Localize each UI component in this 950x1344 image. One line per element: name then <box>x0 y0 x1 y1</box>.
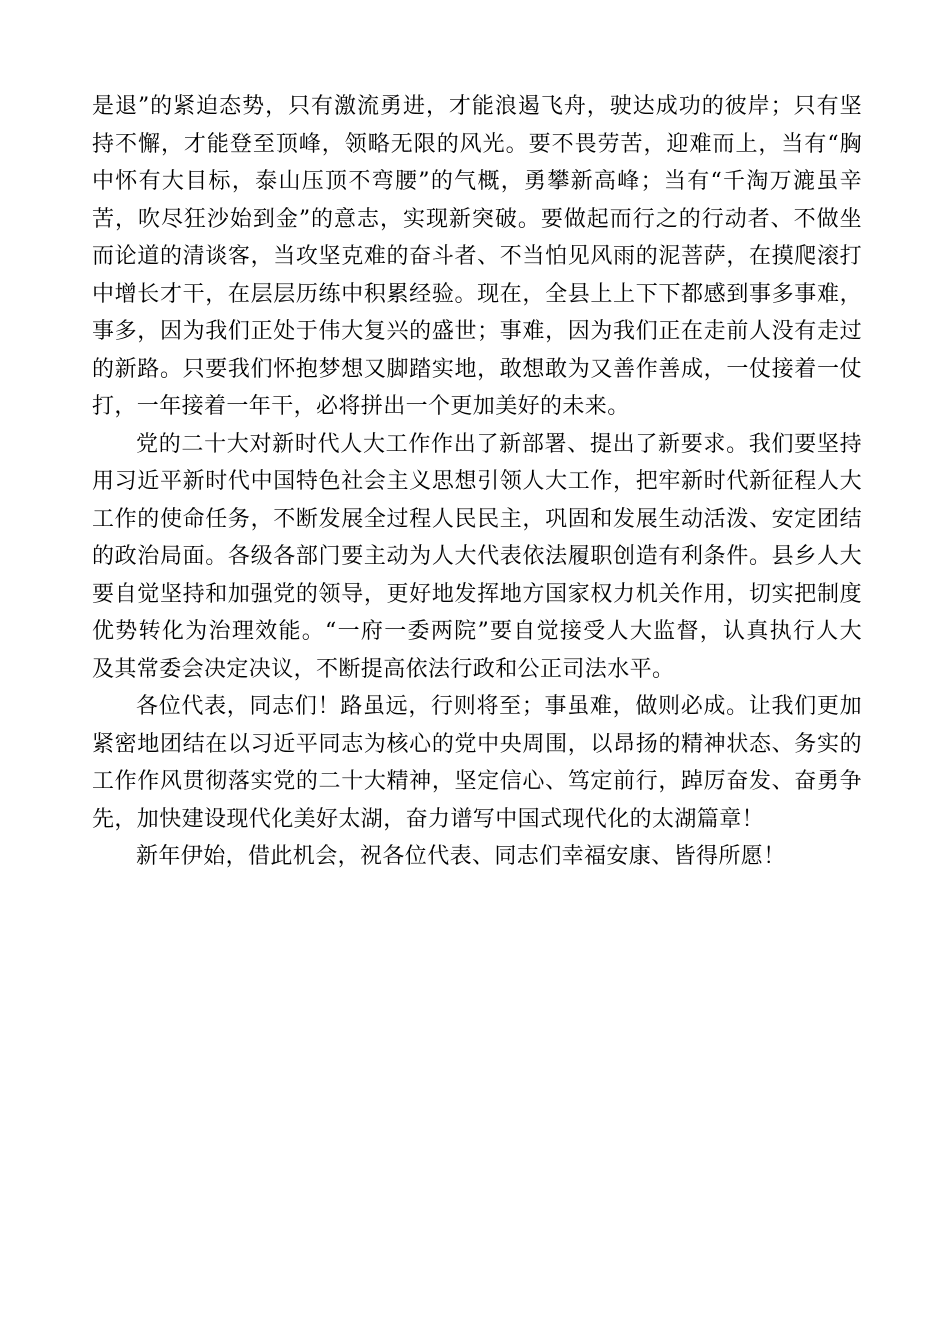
paragraph-2-line-5: 要自觉坚持和加强党的领导，更好地发挥地方国家权力机关作用，切实把制度 <box>92 581 862 607</box>
paragraph-4-line-1: 新年伊始，借此机会，祝各位代表、同志们幸福安康、皆得所愿！ <box>136 844 786 869</box>
paragraph-1-line-1: 是退”的紧迫态势，只有激流勇进，才能浪遏飞舟，驶达成功的彼岸；只有坚 <box>92 94 862 119</box>
paragraph-1-line-4: 苦，吹尽狂沙始到金”的意志，实现新突破。要做起而行之的行动者、不做坐 <box>92 206 862 232</box>
paragraph-2-line-1: 党的二十大对新时代人大工作作出了新部署、提出了新要求。我们要坚持 <box>136 431 862 457</box>
paragraph-3-line-1: 各位代表，同志们！路虽远，行则将至；事虽难，做则必成。让我们更加 <box>136 694 862 719</box>
paragraph-2-line-4: 的政治局面。各级各部门要主动为人大代表依法履职创造有利条件。县乡人大 <box>92 544 862 569</box>
paragraph-3-line-2: 紧密地团结在以习近平同志为核心的党中央周围，以昂扬的精神状态、务实的 <box>92 731 862 757</box>
paragraph-3-line-3: 工作作风贯彻落实党的二十大精神，坚定信心、笃定前行，踔厉奋发、奋勇争 <box>92 769 862 794</box>
paragraph-1-line-7: 事多，因为我们正处于伟大复兴的盛世；事难，因为我们正在走前人没有走过 <box>92 319 862 344</box>
paragraph-1-line-8: 的新路。只要我们怀抱梦想又脚踏实地，敢想敢为又善作善成，一仗接着一仗 <box>92 356 862 382</box>
paragraph-1-line-5: 而论道的清谈客，当攻坚克难的奋斗者、不当怕见风雨的泥菩萨，在摸爬滚打 <box>92 244 862 269</box>
paragraph-1-line-3: 中怀有大目标，泰山压顶不弯腰”的气概，勇攀新高峰；当有“千淘万漉虽辛 <box>92 169 862 194</box>
paragraph-2-line-6: 优势转化为治理效能。“一府一委两院”要自觉接受人大监督，认真执行人大 <box>92 619 862 644</box>
paragraph-3-line-4: 先，加快建设现代化美好太湖，奋力谱写中国式现代化的太湖篇章！ <box>92 806 765 832</box>
paragraph-2-line-2: 用习近平新时代中国特色社会主义思想引领人大工作，把牢新时代新征程人大 <box>92 469 862 494</box>
document-body <box>92 88 862 876</box>
paragraph-2-line-7: 及其常委会决定决议，不断提高依法行政和公正司法水平。 <box>92 656 675 682</box>
paragraph-1-line-6: 中增长才干，在层层历练中积累经验。现在，全县上上下下都感到事多事难， <box>92 281 862 307</box>
paragraph-2-line-3: 工作的使命任务，不断发展全过程人民民主，巩固和发展生动活泼、安定团结 <box>92 506 862 532</box>
paragraph-1-line-9: 打，一年接着一年干，必将拼出一个更加美好的未来。 <box>92 394 630 419</box>
paragraph-1-line-2: 持不懈，才能登至顶峰，领略无限的风光。要不畏劳苦，迎难而上，当有“胸 <box>92 131 862 157</box>
